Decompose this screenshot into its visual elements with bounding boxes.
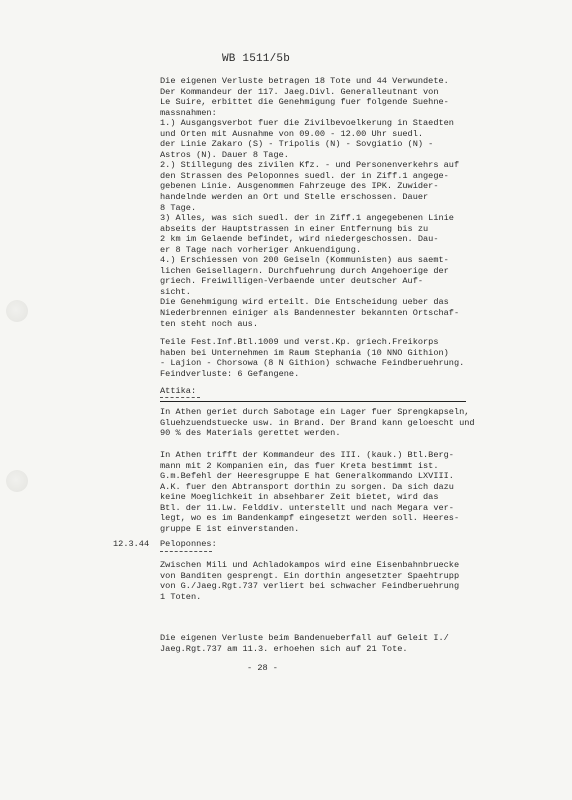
heading-underline [160, 551, 212, 552]
text-line: 2.) Stillegung des zivilen Kfz. - und Personenverkehrs auf [160, 160, 460, 171]
text-line: Niederbrennen einiger als Bandennester bekannten Ortschaf- [160, 308, 460, 319]
text-line: griech. Freiwilligen-Verbaende unter deutscher Auf- [160, 276, 424, 287]
text-line: Jaeg.Rgt.737 am 11.3. erhoehen sich auf 21 Tote. [160, 643, 408, 654]
entry-date: 12.3.44 [113, 539, 150, 549]
text-line: legt, wo es im Bandenkampf eingesetzt werden soll. Heeres- [160, 513, 460, 524]
text-line: abseits der Hauptstrassen in einer Entfernung bis zu [160, 223, 429, 234]
text-line: gebenen Linie. Ausgenommen Fahrzeuge des IPK. Zuwider- [160, 181, 439, 192]
text-line: 1.) Ausgangsverbot fuer die Zivilbevoelkerung in Staedten [160, 118, 454, 129]
text-line: sicht. [160, 286, 191, 297]
text-line: der Linie Zakaro (S) - Tripolis (N) - Sovgiatio (N) - [160, 139, 434, 150]
text-line: haben bei Unternehmen im Raum Stephania (10 NNO Githion) [160, 347, 449, 358]
text-line: den Strassen des Peloponnes suedl. der in Ziff.1 angege- [160, 170, 449, 181]
text-line: In Athen trifft der Kommandeur des III. (kauk.) Btl.Berg- [160, 450, 454, 460]
paragraph-fortress-battalion [160, 337, 470, 379]
section-rule [160, 401, 466, 402]
text-line: von G./Jaeg.Rgt.737 verliert bei schwacher Feindberuehrung [160, 581, 460, 592]
text-line: 1 Toten. [160, 591, 202, 602]
text-line: ten steht noch aus. [160, 318, 258, 329]
text-line: 90 % des Materials gerettet werden. [160, 428, 341, 439]
paragraph-athens-sabotage [160, 407, 475, 439]
text-line: keine Moeglichkeit in absehbarer Zeit bietet, wird das [160, 492, 439, 503]
page-number: - 28 - [247, 663, 278, 673]
heading-attika: Attika: [160, 386, 197, 396]
text-line: - Lajion - Chorsowa (8 N Githion) schwache Feindberuehrung. [160, 358, 465, 369]
text-line: Gluehzuendstuecke usw. in Brand. Der Brand kann geloescht und [160, 417, 475, 428]
text-line: massnahmen: [160, 107, 217, 118]
document-reference: WB 1511/5b [222, 53, 291, 65]
text-line: Btl. der 11.Lw. Felddiv. unterstellt und nach Megara ver- [160, 502, 454, 513]
text-line: Le Suire, erbittet die Genehmigung fuer folgende Suehne- [160, 97, 449, 108]
text-line: und Orten mit Ausnahme von 09.00 - 12.00 Uhr suedl. [160, 128, 424, 139]
paragraph-bridge-sabotage [160, 560, 470, 602]
text-line: von Banditen gesprengt. Ein dorthin angesetzter Spaehtrupp [160, 570, 460, 581]
text-line: mann mit 2 Kompanien ein, das fuer Kreta bestimmt ist. [160, 460, 439, 471]
text-line: Die eigenen Verluste beim Bandenueberfall auf Geleit I./ [160, 633, 449, 643]
text-line: Der Kommandeur der 117. Jaeg.Divl. Generalleutnant von [160, 86, 439, 97]
text-line: lichen Geisellagern. Durchfuehrung durch Angehoerige der [160, 265, 449, 276]
text-line: G.m.Befehl der Heeresgruppe E hat Generalkommando LXVIII. [160, 471, 454, 482]
text-line: 2 km im Gelaende befindet, wird niedergeschossen. Dau- [160, 234, 439, 245]
text-line: In Athen geriet durch Sabotage ein Lager fuer Sprengkapseln, [160, 407, 470, 417]
text-line: Feindverluste: 6 Gefangene. [160, 368, 300, 379]
text-line: A.K. fuer den Abtransport dorthin zu sorgen. Da sich dazu [160, 481, 454, 492]
paragraph-losses-reprisals [160, 76, 470, 329]
text-line: Die eigenen Verluste betragen 18 Tote und 44 Verwundete. [160, 76, 449, 86]
punch-hole [6, 300, 28, 322]
paragraph-athens-battalion [160, 450, 470, 534]
text-line: handelnde werden an Ort und Stelle erschossen. Dauer [160, 192, 429, 203]
paragraph-convoy-losses [160, 633, 470, 654]
text-line: Astros (N). Dauer 8 Tage. [160, 149, 289, 160]
text-line: 8 Tage. [160, 202, 197, 213]
text-line: 4.) Erschiessen von 200 Geiseln (Kommunisten) aus saemt- [160, 255, 449, 266]
text-line: gruppe E ist einverstanden. [160, 523, 300, 534]
heading-peloponnes: Peloponnes: [160, 539, 217, 549]
text-line: Die Genehmigung wird erteilt. Die Entscheidung ueber das [160, 297, 449, 308]
text-line: 3) Alles, was sich suedl. der in Ziff.1 angegebenen Linie [160, 213, 454, 224]
text-line: Teile Fest.Inf.Btl.1009 und verst.Kp. griech.Freikorps [160, 337, 439, 347]
heading-underline [160, 397, 200, 398]
text-line: Zwischen Mili und Achladokampos wird eine Eisenbahnbruecke [160, 560, 460, 570]
text-line: er 8 Tage nach vorheriger Ankuendigung. [160, 244, 362, 255]
punch-hole [6, 470, 28, 492]
